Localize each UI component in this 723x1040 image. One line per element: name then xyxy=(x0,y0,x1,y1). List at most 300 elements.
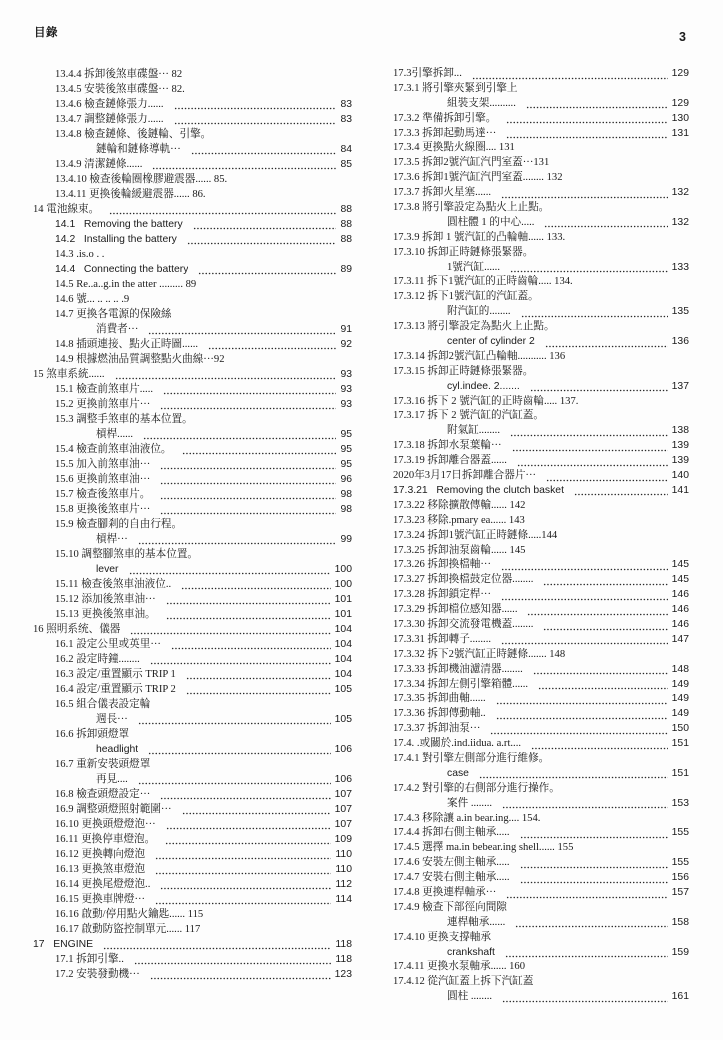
toc-page-number: 132 xyxy=(671,216,689,228)
toc-entry xyxy=(392,484,689,499)
toc-page-number: 112 xyxy=(335,879,352,890)
toc-entry-title: 17.4.3 移除讓 a.in bear.ing.... 154. xyxy=(393,812,541,824)
toc-entry-title-continued: 圓柱 ........ xyxy=(447,991,493,1003)
toc-entry-title: 17.3.23 移除.pmary ea...... 143 xyxy=(393,514,525,526)
toc-entry-title: 16.11 更換停車燈泡。 xyxy=(55,834,156,845)
toc-entry xyxy=(392,573,689,588)
toc-entry-continuation xyxy=(392,767,689,782)
toc-page-number: 149 xyxy=(671,693,689,705)
dot-leader xyxy=(148,322,336,337)
toc-page-number: 100 xyxy=(334,579,352,590)
toc-entry xyxy=(392,171,689,186)
toc-entry xyxy=(392,82,689,97)
dot-leader xyxy=(166,817,331,832)
toc-entry-continuation xyxy=(33,322,352,337)
toc-entry xyxy=(392,514,689,529)
toc-chapter xyxy=(33,202,352,217)
toc-entry xyxy=(392,737,689,752)
toc-page-number: 156 xyxy=(671,872,689,884)
toc-page-number: 101 xyxy=(334,594,352,605)
dot-leader xyxy=(187,232,337,247)
dot-leader xyxy=(496,692,668,707)
toc-entry-title: 17.4. .或關於.ind.iidua. a.rt.... xyxy=(393,738,521,750)
toc-entry-continuation xyxy=(33,427,352,442)
toc-entry xyxy=(33,187,352,202)
toc-entry xyxy=(33,502,352,517)
toc-entry-title: 16.2 設定時鐘........ xyxy=(55,654,140,665)
toc-entry xyxy=(33,457,352,472)
toc-page-number: 161 xyxy=(671,991,689,1003)
toc-entry xyxy=(392,67,689,82)
toc-entry-title: 17.3.3 拆卸起動馬達··· xyxy=(393,127,497,139)
dot-leader xyxy=(138,772,331,787)
dot-leader xyxy=(198,262,336,277)
toc-entry xyxy=(33,277,352,292)
toc-entry xyxy=(33,517,352,532)
dot-leader xyxy=(171,637,331,652)
dot-leader xyxy=(546,469,668,484)
toc-entry-title: 13.4.10 檢查後輪圈橡膠避震器...... 85. xyxy=(55,174,228,185)
toc-entry xyxy=(33,757,352,772)
toc-page-number: 104 xyxy=(334,669,352,680)
dot-leader xyxy=(166,592,331,607)
toc-entry-title: 16.4 設定/重置顯示 TRIP 2 xyxy=(55,684,176,695)
dot-leader xyxy=(506,886,667,901)
toc-page-number: 110 xyxy=(335,864,352,875)
toc-entry xyxy=(33,967,352,982)
dot-leader xyxy=(174,97,337,112)
toc-entry-title: 16.16 啟動/停用點火鑰匙...... 115 xyxy=(55,909,204,920)
dot-leader xyxy=(506,127,667,142)
toc-entry-title-continued: headlight xyxy=(96,744,139,755)
dot-leader xyxy=(520,856,668,871)
toc-entry xyxy=(33,97,352,112)
dot-leader xyxy=(129,562,331,577)
toc-entry-continuation xyxy=(33,772,352,787)
toc-entry xyxy=(392,409,689,424)
toc-entry-title: 17.3.16 拆下 2 號汽缸的正時齒輪..... 137. xyxy=(393,395,579,407)
toc-entry-title: 14.8 插頭連接、點火正時圖...... xyxy=(55,339,199,350)
toc-entry-title: 17.4.2 對引擎的右側部分進行操作。 xyxy=(393,782,560,794)
toc-entry-title: 17.3.19 拆卸離合器蓋...... xyxy=(393,455,507,467)
toc-page-number: 135 xyxy=(671,306,689,318)
dot-leader xyxy=(208,337,336,352)
toc-entry xyxy=(392,275,689,290)
toc-entry-title: 17.4.1 對引擎左側部分進行維修。 xyxy=(393,752,550,764)
dot-leader xyxy=(152,157,336,172)
toc-entry xyxy=(33,817,352,832)
toc-page-number: 139 xyxy=(671,440,689,452)
dot-leader xyxy=(186,667,331,682)
dot-leader xyxy=(182,442,337,457)
toc-entry xyxy=(33,547,352,562)
toc-entry xyxy=(33,307,352,322)
toc-entry-title: 17.4.11 更換水泵軸承...... 160 xyxy=(393,961,526,973)
toc-entry-continuation xyxy=(33,742,352,757)
toc-entry-title: 17.4.6 安裝左側主軸承..... xyxy=(393,857,510,869)
toc-entry-title: 15.8 更換後煞車片··· xyxy=(55,504,151,515)
toc-entry-title: 15.1 檢查前煞車片..... xyxy=(55,384,153,395)
toc-page-number: 130 xyxy=(671,112,689,124)
toc-entry-title-continued: 附汽缸的........ xyxy=(447,306,511,318)
dot-leader xyxy=(501,186,668,201)
toc-entry-continuation xyxy=(33,562,352,577)
dot-leader xyxy=(510,424,668,439)
toc-entry xyxy=(33,217,352,232)
toc-entry xyxy=(392,603,689,618)
dot-leader xyxy=(520,871,668,886)
toc-entry xyxy=(392,439,689,454)
toc-entry xyxy=(392,231,689,246)
dot-leader xyxy=(520,826,668,841)
dot-leader xyxy=(160,457,336,472)
toc-entry-title: 15.7 檢查後煞車片。 xyxy=(55,489,151,500)
toc-entry-title: 17.3.14 拆卸2號汽缸凸輪軸........... 136 xyxy=(393,350,566,362)
toc-entry-title: 17.3.4 更換點火線圈.... 131 xyxy=(393,142,515,154)
toc-page-number: 131 xyxy=(671,127,689,139)
dot-leader xyxy=(501,558,668,573)
toc-page-number: 137 xyxy=(671,380,689,392)
dot-leader xyxy=(527,603,667,618)
toc-entry xyxy=(33,382,352,397)
toc-entry-title: 15.13 更換後煞車油。 xyxy=(55,609,156,620)
toc-page-number: 85 xyxy=(340,159,352,170)
dot-leader xyxy=(506,112,667,127)
toc-entry-title: 17.4.8 更換連桿軸承··· xyxy=(393,886,497,898)
dot-leader xyxy=(163,382,336,397)
toc-chapter xyxy=(33,367,352,382)
toc-entry-title: 16.12 更換轉向燈泡 xyxy=(55,849,146,860)
dot-leader xyxy=(502,797,668,812)
toc-entry-title: 17.3.7 拆卸火星塞...... xyxy=(393,187,491,199)
toc-page-number: 149 xyxy=(671,678,689,690)
dot-leader xyxy=(155,847,331,862)
toc-entry-title: 17.3.29 拆卸檔位感知器...... xyxy=(393,604,518,616)
page-header-title: 目錄 xyxy=(34,27,58,39)
toc-entry xyxy=(33,787,352,802)
toc-entry-title-continued: 鏈輪和鏈條導軌··· xyxy=(96,144,181,155)
toc-page-number: 147 xyxy=(671,633,689,645)
toc-entry-title: 13.4.6 檢查鏈條張力...... xyxy=(55,99,164,110)
toc-entry-continuation xyxy=(392,916,689,931)
toc-entry-title-continued: 案件 ........ xyxy=(447,797,493,809)
toc-page-number: 93 xyxy=(340,399,352,410)
toc-entry xyxy=(392,931,689,946)
toc-entry xyxy=(392,112,689,127)
dot-leader xyxy=(472,67,668,82)
toc-entry-title: 17.3引擎拆卸... xyxy=(393,68,462,79)
toc-page-number: 98 xyxy=(340,489,352,500)
dot-leader xyxy=(160,487,336,502)
toc-entry-title-continued: 組裝支架.......... xyxy=(447,97,516,109)
toc-entry-continuation xyxy=(33,532,352,547)
toc-entry xyxy=(33,352,352,367)
toc-page-number: 148 xyxy=(671,663,689,675)
toc-entry-title: 17.3.15 拆卸正時鏈條張緊器。 xyxy=(393,365,534,377)
toc-page-number: 155 xyxy=(671,827,689,839)
toc-entry xyxy=(33,232,352,247)
toc-page-number: 83 xyxy=(340,114,352,125)
toc-entry-title: 17.3.26 拆卸換檔軸··· xyxy=(393,559,491,571)
toc-entry xyxy=(33,472,352,487)
toc-entry xyxy=(33,157,352,172)
toc-entry xyxy=(392,678,689,693)
dot-leader xyxy=(155,862,331,877)
toc-page-number: 146 xyxy=(671,618,689,630)
toc-entry-title: 16.1 設定公里或英里··· xyxy=(55,639,161,650)
toc-entry-continuation xyxy=(392,97,689,112)
toc-page-number: 104 xyxy=(334,624,352,635)
dot-leader xyxy=(160,397,336,412)
toc-page-number: 141 xyxy=(671,484,689,496)
toc-entry xyxy=(392,290,689,305)
toc-entry xyxy=(392,499,689,514)
toc-entry xyxy=(33,802,352,817)
dot-leader xyxy=(502,990,668,1005)
toc-page-number: 105 xyxy=(334,684,352,695)
toc-entry-title: 17.1 拆卸引擎.. xyxy=(55,954,124,965)
toc-entry-title: 16.14 更換尾燈燈泡.. xyxy=(55,879,151,890)
toc-entry-title-continued: lever xyxy=(96,564,119,575)
toc-entry-title: 17.3.33 拆卸機油濾清器........ xyxy=(393,663,523,675)
toc-entry xyxy=(392,186,689,201)
page-number: 3 xyxy=(679,30,686,44)
toc-entry xyxy=(392,558,689,573)
toc-entry-title: 17.3.28 拆卸鎖定桿··· xyxy=(393,589,491,601)
toc-page-number: 149 xyxy=(671,708,689,720)
toc-entry-title: 15.4 檢查前煞車油液位。 xyxy=(55,444,172,455)
toc-entry-title: 17.3.30 拆卸交流發電機蓋........ xyxy=(393,618,534,630)
toc-entry-title-continued: 再見.... xyxy=(96,774,128,785)
toc-entry-title-continued: 連桿軸承...... xyxy=(447,916,506,928)
toc-entry-title: 16 照明系统、儀器 xyxy=(33,624,121,635)
toc-entry-title: 17.3.8 將引擎設定為點火上止點。 xyxy=(393,202,550,214)
toc-entry xyxy=(392,901,689,916)
toc-entry-title: 16.13 更換煞車燈泡 xyxy=(55,864,146,875)
toc-entry-title: 17.3.17 拆下 2 號汽缸的汽缸蓋。 xyxy=(393,410,544,422)
toc-entry xyxy=(392,141,689,156)
toc-entry-title: 17.3.11 拆下1號汽缸的正時齒輪..... 134. xyxy=(393,276,573,288)
dot-leader xyxy=(193,217,337,232)
toc-entry-title-continued: 週長··· xyxy=(96,714,128,725)
toc-entry xyxy=(33,637,352,652)
toc-entry-title-continued: 1號汽缸...... xyxy=(447,261,500,273)
toc-entry-title: 17.4.7 安裝右側主軸承..... xyxy=(393,872,510,884)
toc-entry-title: 17.3.31 拆卸轉子........ xyxy=(393,633,491,645)
toc-entry xyxy=(33,397,352,412)
toc-entry-title: 14.2 Installing the battery xyxy=(55,234,177,245)
toc-page-number: 101 xyxy=(334,609,352,620)
dot-leader xyxy=(574,484,668,499)
toc-entry xyxy=(33,847,352,862)
toc-entry xyxy=(392,350,689,365)
dot-leader xyxy=(138,532,337,547)
toc-page-number: 95 xyxy=(340,459,352,470)
toc-page-number: 83 xyxy=(340,99,352,110)
toc-entry-title-continued: case xyxy=(447,767,469,779)
dot-leader xyxy=(538,678,668,693)
dot-leader xyxy=(150,652,331,667)
toc-entry-title: 13.4.4 拆卸後煞車碟盤··· 82 xyxy=(55,69,183,80)
toc-entry-title: 17.3.34 拆卸左側引擎箱體...... xyxy=(393,678,529,690)
toc-page-number: 151 xyxy=(671,767,689,779)
toc-page-number: 104 xyxy=(334,654,352,665)
dot-leader xyxy=(109,202,336,217)
toc-entry-title: 15.10 調整腳煞車的基本位置。 xyxy=(55,549,199,560)
dot-leader xyxy=(155,892,331,907)
toc-entry xyxy=(392,127,689,142)
dot-leader xyxy=(531,737,668,752)
toc-page-number: 95 xyxy=(340,429,352,440)
toc-entry xyxy=(33,607,352,622)
toc-entry xyxy=(33,877,352,892)
toc-entry xyxy=(392,156,689,171)
toc-entry xyxy=(33,907,352,922)
toc-entry-title: 13.4.9 清潔鏈條...... xyxy=(55,159,143,170)
dot-leader xyxy=(134,952,332,967)
toc-entry-title: 13.4.5 安裝後煞車碟盤··· 82. xyxy=(55,84,185,95)
dot-leader xyxy=(543,618,667,633)
dot-leader xyxy=(505,946,668,961)
toc-entry xyxy=(392,320,689,335)
toc-page-number: 146 xyxy=(671,604,689,616)
dot-leader xyxy=(115,367,337,382)
toc-entry-title-continued: crankshaft xyxy=(447,946,495,958)
dot-leader xyxy=(150,967,331,982)
toc-page-number: 88 xyxy=(340,219,352,230)
toc-entry-title: 14.5 Re..a..g.in the atter ......... 89 xyxy=(55,279,197,290)
toc-entry-title: 14.4 Connecting the battery xyxy=(55,264,189,275)
toc-entry-title: 15.3 調整手煞車的基本位置。 xyxy=(55,414,193,425)
dot-leader xyxy=(103,937,331,952)
toc-entry xyxy=(392,707,689,722)
toc-entry xyxy=(33,862,352,877)
dot-leader xyxy=(160,877,331,892)
dot-leader xyxy=(174,112,337,127)
toc-entry-continuation xyxy=(392,305,689,320)
dot-leader xyxy=(182,802,331,817)
toc-entry-title: 17.3.13 將引擎設定為點火上止點。 xyxy=(393,321,555,333)
toc-entry-title: 17.3.21 Removing the clutch basket xyxy=(393,484,564,496)
toc-entry-title: 17.3.1 將引擎夾緊到引擎上 xyxy=(393,82,518,94)
toc-entry xyxy=(392,841,689,856)
dot-leader xyxy=(526,97,668,112)
toc-page-number: 129 xyxy=(671,97,689,109)
toc-page-number: 107 xyxy=(334,819,352,830)
toc-entry-title: 14.9 根據燃油品質調整點火曲線···92 xyxy=(55,354,225,365)
toc-entry xyxy=(392,469,689,484)
toc-left-column xyxy=(33,67,352,982)
toc-entry xyxy=(33,667,352,682)
toc-page-number: 132 xyxy=(671,187,689,199)
dot-leader xyxy=(544,216,667,231)
toc-entry xyxy=(33,262,352,277)
toc-page-number: 99 xyxy=(340,534,352,545)
toc-chapter xyxy=(33,622,352,637)
toc-entry-title: 16.8 檢查頭燈設定··· xyxy=(55,789,151,800)
toc-entry-title-continued: cyl.indee. 2....... xyxy=(447,380,520,392)
toc-entry-continuation xyxy=(392,216,689,231)
toc-entry xyxy=(33,577,352,592)
toc-entry xyxy=(392,201,689,216)
toc-entry-title: 17.4.12 從汽缸蓋上拆下汽缸蓋 xyxy=(393,976,534,988)
toc-entry-title-continued: 槓桿...... xyxy=(96,429,134,440)
toc-entry xyxy=(392,856,689,871)
toc-page-number: 123 xyxy=(334,969,352,980)
dot-leader xyxy=(160,472,336,487)
toc-entry-title-continued: center of cylinder 2 xyxy=(447,336,535,348)
toc-chapter xyxy=(33,937,352,952)
toc-page-number: 159 xyxy=(671,946,689,958)
dot-leader xyxy=(130,622,330,637)
toc-page-number: 92 xyxy=(340,339,352,350)
dot-leader xyxy=(148,742,330,757)
toc-entry-title: 17.3.10 拆卸正時鏈條張緊器。 xyxy=(393,246,534,258)
dot-leader xyxy=(496,707,668,722)
toc-entry-title-continued: 槓桿··· xyxy=(96,534,128,545)
toc-entry-continuation xyxy=(392,380,689,395)
toc-page-number: 138 xyxy=(671,425,689,437)
dot-leader xyxy=(138,712,331,727)
dot-leader xyxy=(517,454,668,469)
toc-page-number: 106 xyxy=(334,744,352,755)
toc-page-number: 153 xyxy=(671,797,689,809)
toc-entry xyxy=(33,922,352,937)
toc-entry xyxy=(33,682,352,697)
toc-page-number: 140 xyxy=(671,470,689,482)
toc-entry-title: 14.3 .is.o . . xyxy=(55,249,105,260)
toc-entry-title: 16.15 更換車牌燈··· xyxy=(55,894,146,905)
toc-page-number: 158 xyxy=(671,916,689,928)
toc-entry xyxy=(33,127,352,142)
toc-page-number: 118 xyxy=(335,939,352,950)
toc-page-number: 98 xyxy=(340,504,352,515)
toc-entry-title: 14 電池線束。 xyxy=(33,204,100,215)
toc-entry xyxy=(392,365,689,380)
toc-entry-continuation xyxy=(392,990,689,1005)
toc-entry-title: 17.3.2 準備拆卸引擎。 xyxy=(393,112,497,124)
toc-entry-title: 17 ENGINE xyxy=(33,939,94,950)
toc-entry xyxy=(392,618,689,633)
toc-entry-title: 16.3 設定/重置顯示 TRIP 1 xyxy=(55,669,176,680)
toc-entry-title-continued: 圓柱體 1 的中心..... xyxy=(447,216,535,228)
toc-entry xyxy=(392,826,689,841)
toc-entry-title: 17.3.35 拆卸曲軸...... xyxy=(393,693,486,705)
toc-entry-title: 17.4.9 檢查下部徑向間隙 xyxy=(393,901,507,913)
toc-entry xyxy=(392,246,689,261)
toc-right-column xyxy=(392,67,689,1005)
dot-leader xyxy=(530,380,668,395)
toc-entry xyxy=(33,892,352,907)
toc-page-number: 96 xyxy=(340,474,352,485)
toc-entry-title: 16.9 調整頭燈照射範圍··· xyxy=(55,804,172,815)
toc-page-number: 95 xyxy=(340,444,352,455)
toc-entry xyxy=(33,832,352,847)
toc-entry xyxy=(33,952,352,967)
toc-page-number: 89 xyxy=(340,264,352,275)
toc-page-number: 104 xyxy=(334,639,352,650)
toc-entry-title: 15.9 檢查腳剎的自由行程。 xyxy=(55,519,183,530)
toc-page-number: 114 xyxy=(335,894,352,905)
toc-page-number: 139 xyxy=(671,455,689,467)
toc-entry xyxy=(392,529,689,544)
toc-page-number: 145 xyxy=(671,574,689,586)
dot-leader xyxy=(143,427,336,442)
toc-entry-title: 17.3.25 拆卸油泵齒輪...... 145 xyxy=(393,544,526,556)
toc-entry-continuation xyxy=(392,335,689,350)
toc-page-number: 146 xyxy=(671,589,689,601)
toc-page-number: 155 xyxy=(671,857,689,869)
